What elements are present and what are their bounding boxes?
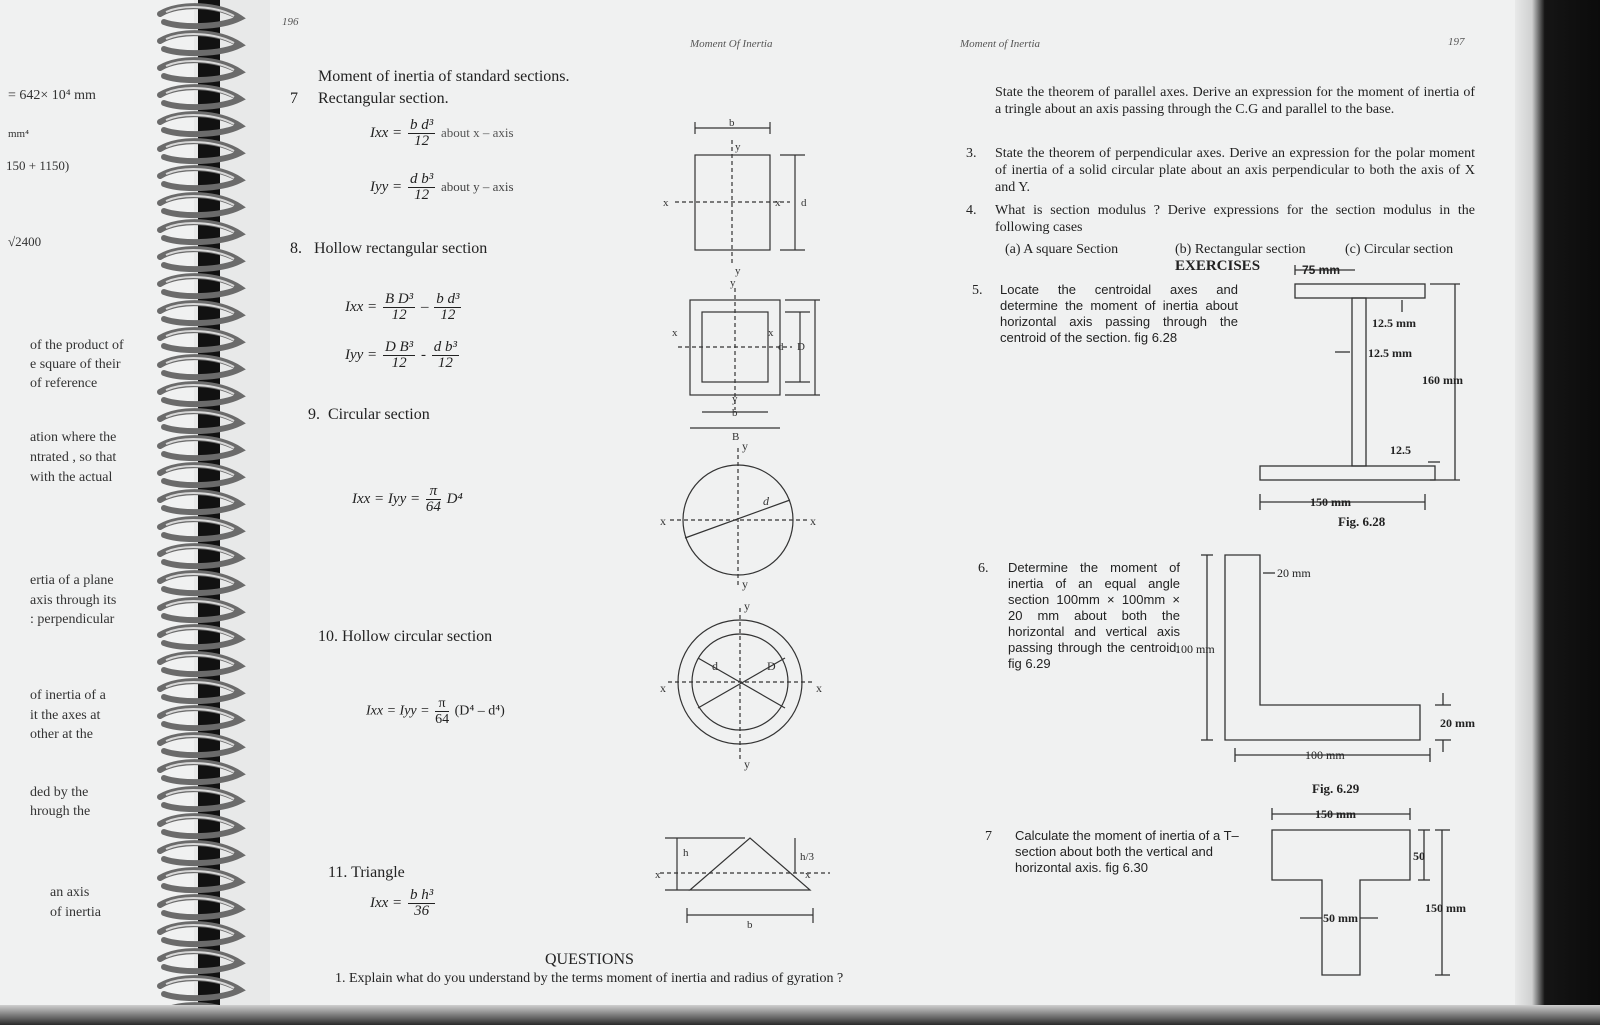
question-4: What is section modulus ? Derive expressions for the section modulus in the following cases [995,203,1475,235]
triangle-figure [655,828,855,938]
question-4-number: 4. [966,203,977,218]
fragment: e square of their [30,357,121,372]
dim-bottom-thick: 20 mm [1440,716,1475,730]
fragment: mm⁴ [8,128,29,140]
axis-y: y [742,439,748,453]
question-4-b: (b) Rectangular section [1175,242,1306,257]
fragment: : perpendicular [30,612,115,627]
fig-6-29-angle-section [1175,545,1485,770]
formula-tail: about y – axis [440,178,514,194]
axis-y-bottom: y [744,757,750,771]
fragment: hrough the [30,804,91,819]
fig-6-28-i-section [1250,262,1480,547]
exercise-5-number: 5. [972,283,983,298]
formula-lhs: Ixx = [345,298,378,315]
axis-x-right: x [805,869,811,881]
fragment: it the axes at [30,708,101,723]
formula-num: D B³ [384,339,414,355]
section-10 [318,628,492,646]
dim-web: 12.5 mm [1368,346,1412,360]
formula-num: π [426,484,441,500]
formula-lhs: Ixx = Iyy = [366,703,430,719]
formula-num: b d³ [436,291,460,307]
section-number: 9. [308,406,320,423]
dim-web: 50 mm [1323,911,1358,925]
formula-num: d b³ [409,171,434,187]
axis-y-bottom: y [742,577,748,591]
dim-height: 160 mm [1422,373,1463,387]
formula-lhs: Ixx = Iyy = [352,490,421,507]
dim-h: h [683,847,689,859]
section-number: 11. [328,864,348,881]
rect-section-figure [655,110,815,275]
section-name: Hollow rectangular section [314,240,488,257]
dim-top: 75 mm [1302,263,1341,277]
dim-D: D [797,341,805,353]
section-name: Rectangular section. [318,90,449,107]
hrect-ixx-formula: Ixx = $\frac{\text{B D³}}{12}$ – $\frac{\text{b d³}}{12}$ [345,291,460,323]
fragment: ded by the [30,785,89,800]
formula-den: 36 [414,903,430,919]
right-page-number: 197 [1448,36,1465,48]
fragment: of reference [30,376,98,391]
axis-y: y [744,599,750,613]
hollow-rect-figure [660,270,830,445]
section-number: 10. [318,628,338,645]
dim-D: D [767,659,776,673]
axis-x-left: x [655,869,661,881]
dim-B: B [732,431,740,443]
axis-y-bottom: y [732,393,738,405]
formula-tail: (D⁴ – d⁴) [454,703,505,719]
question-1: 1. Explain what do you understand by the terms moment of inertia and radius of gyration ? [335,971,844,986]
fragment: of inertia of a [30,688,106,703]
section-title: Moment of inertia of standard sections. [318,68,570,85]
question-3-number: 3. [966,146,977,161]
hrect-iyy-formula: Iyy = $\frac{\text{D B³}}{12}$ - $\frac{\text{d b³}}{12}$ [345,339,457,371]
axis-y-top: y [735,141,741,153]
fig-6-30-t-section [1250,800,1500,985]
section-name: Circular section [328,406,430,423]
fig-6-29-caption: Fig. 6.29 [1312,781,1360,796]
section-8 [290,240,487,258]
fragment: ntrated , so that [30,450,117,465]
left-page-number: 196 [282,16,299,28]
dim-flange: 12.5 mm [1372,316,1416,330]
axis-y-bottom: y [735,265,741,277]
formula-den: 12 [414,133,430,149]
exercise-7: Calculate the moment of inertia of a T–section about both the vertical and horizontal axis. fig 6.30 [1015,828,1239,875]
formula-num: d b³ [433,339,457,355]
formula-lhs: Iyy = [370,178,403,195]
formula-num: B D³ [384,291,414,307]
exercise-7-number: 7 [985,829,992,844]
question-4-c: (c) Circular section [1345,242,1454,257]
hollow-circle-figure [660,600,830,770]
circ-formula [352,484,463,515]
question-3: State the theorem of perpendicular axes. Derive an expression for the polar moment of inertia of a solid circular plate about an axis perpendicular to both the axis of X and Y. [995,146,1475,195]
formula-tail: D⁴ [446,490,463,507]
dim-bottom: 150 mm [1310,495,1351,509]
circle-figure [660,440,820,590]
fig-6-28-caption: Fig. 6.28 [1338,514,1386,529]
dim-d: d [801,197,807,209]
exercise-5: Locate the centroidal axes and determine the moment of inertia about horizontal axis passing through the centroid of the section. fig 6.28 [1000,282,1238,345]
exercises-heading: EXERCISES [1175,258,1261,274]
left-running-head: Moment Of Inertia [690,38,773,50]
section-number: 8. [290,240,302,257]
formula-num: π [435,696,449,712]
formula-lhs: Ixx = [370,894,403,911]
fragment: axis through its [30,593,117,608]
rect-ixx-formula [370,118,514,149]
section-9 [308,406,430,424]
axis-x-left: x [660,514,666,528]
fragment: with the actual [30,470,113,485]
exercise-6: Determine the moment of inertia of an equal angle section 100mm × 100mm × 20 mm about both the horizontal and vertical axis passing through the centroid. fig 6.29 [1008,560,1180,671]
fragment: of inertia [50,905,101,920]
right-running-head: Moment of Inertia [960,38,1041,50]
hcirc-formula [366,696,505,727]
fragment: 150 + 1150) [6,158,70,173]
section-7 [290,90,449,108]
dim-b: b [729,117,735,129]
fragment: √2400 [8,234,42,249]
dim-flange: 50 [1413,849,1425,863]
formula-num: b d³ [409,117,434,133]
dim-d: d [778,341,784,353]
axis-x-right: x [768,327,774,339]
dim-bottom-flange: 12.5 [1390,443,1411,457]
tri-formula [370,888,437,919]
axis-y: y [730,277,736,289]
formula-tail: about x – axis [440,124,514,140]
rect-iyy-formula [370,172,514,203]
dim-top: 150 mm [1315,807,1356,821]
formula-lhs: Ixx = [370,124,403,141]
section-number: 7 [290,90,298,107]
formula-den: 12 [391,355,407,371]
dim-thick: 20 mm [1277,566,1311,580]
dim-d: d [712,659,718,673]
dim-h3: h/3 [800,851,815,863]
formula-lhs: Iyy = [345,346,378,363]
fragment: ertia of a plane [30,573,114,588]
formula-den: 12 [391,307,407,323]
fragment: ation where the [30,430,117,445]
formula-den: 64 [435,712,450,727]
section-11 [328,864,405,882]
dim-height: 150 mm [1425,901,1466,915]
formula-den: 12 [437,355,453,371]
axis-x-right: x [816,681,822,695]
dim-d: d [763,494,769,508]
formula-num: b h³ [409,887,434,903]
section-name: Triangle [351,864,405,881]
exercise-6-number: 6. [978,561,989,576]
axis-x-right: x [775,197,781,209]
axis-x-left: x [672,327,678,339]
bottom-shadow [0,1005,1600,1025]
formula-den: 12 [440,307,456,323]
fragment: of the product of [30,338,124,353]
section-name: Hollow circular section [342,628,493,645]
axis-x-right: x [810,514,816,528]
dim-b: b [747,919,753,931]
dim-b: b [732,407,738,419]
question-4-a: (a) A square Section [1005,242,1119,257]
axis-x-left: x [660,681,666,695]
axis-x-left: x [663,197,669,209]
fragment: other at the [30,727,93,742]
spiral-binding [150,0,270,1025]
formula-den: 12 [414,187,430,203]
formula-den: 64 [425,499,441,515]
fragment: = 642× 10⁴ mm [8,88,96,103]
dim-height: 100 mm [1175,642,1215,656]
page-edge-shadow [1515,0,1600,1025]
dim-width: 100 mm [1305,748,1345,762]
questions-heading: QUESTIONS [545,951,634,968]
question-2: State the theorem of parallel axes. Derive an expression for the moment of inertia of a tringle about an axis passing through the C.G and parallel to the base. [995,85,1475,117]
fragment: an axis [50,885,90,900]
